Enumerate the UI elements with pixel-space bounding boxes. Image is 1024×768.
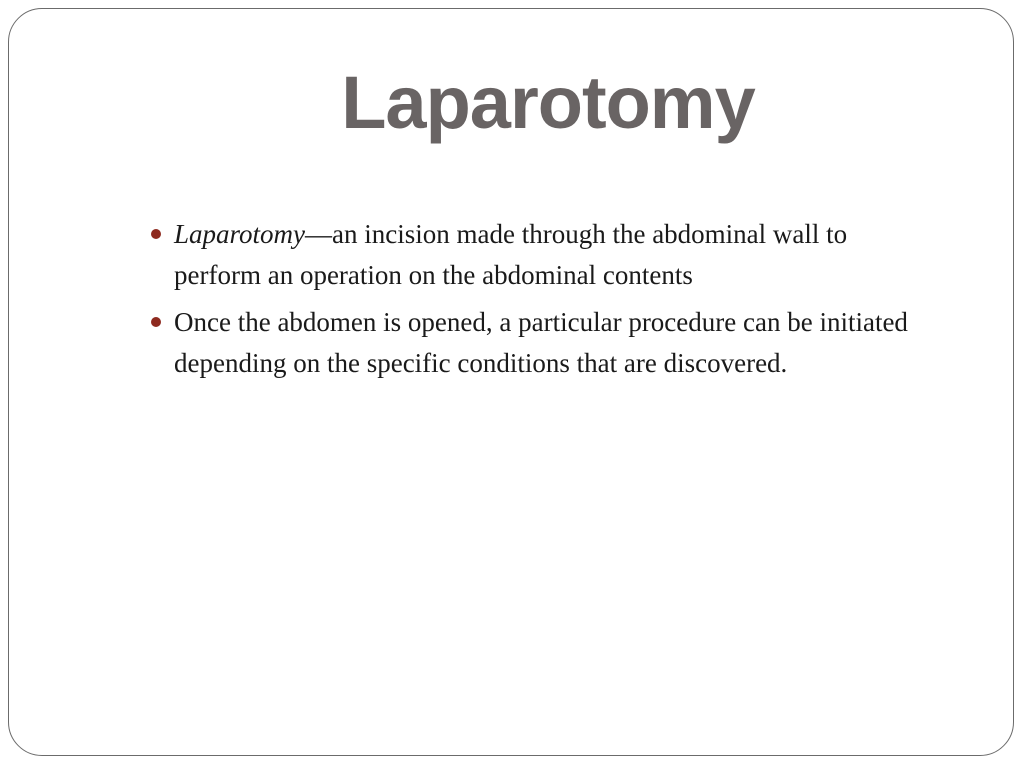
- bullet-item-definition: [148, 214, 938, 296]
- bullet-text: an incision made through the abdominal wall to perform an operation on the abdominal contents: [174, 219, 848, 290]
- bullet-dot-icon: [151, 229, 161, 239]
- bullet-dash: —: [305, 219, 333, 249]
- slide-title: Laparotomy: [341, 61, 755, 144]
- bullet-term: Laparotomy: [174, 219, 306, 249]
- bullet-list: [148, 214, 938, 390]
- bullet-item-procedure: [148, 302, 938, 384]
- bullet-text: Once the abdomen is opened, a particular procedure can be initiated depending on the specific conditions that are discovered.: [174, 307, 908, 378]
- bullet-dot-icon: [151, 317, 161, 327]
